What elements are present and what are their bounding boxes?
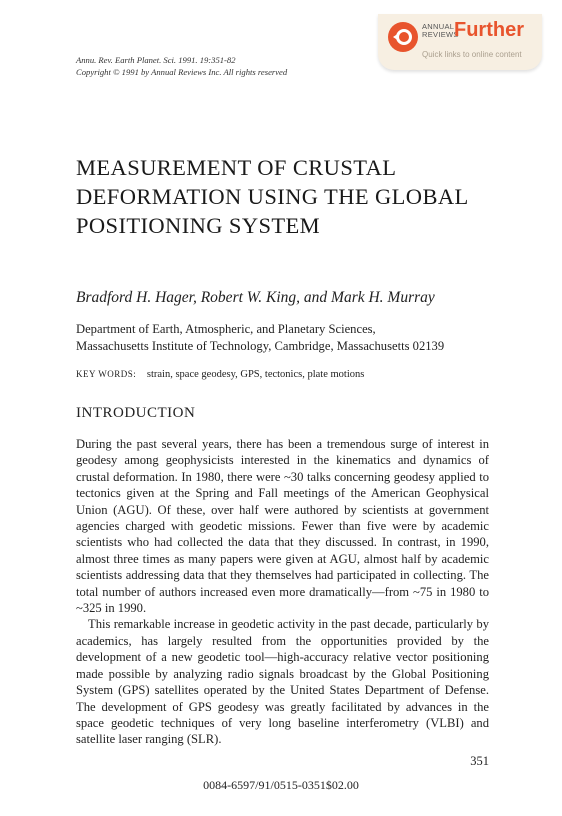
keywords bbox=[76, 369, 364, 380]
journal-citation bbox=[76, 54, 287, 78]
keywords-label: KEY WORDS: bbox=[76, 369, 137, 379]
badge-further-word: Further bbox=[454, 19, 524, 41]
citation-line-1: Annu. Rev. Earth Planet. Sci. 1991. 19:351-82 bbox=[76, 55, 236, 65]
author-affiliation bbox=[76, 321, 444, 355]
further-links-badge[interactable] bbox=[378, 14, 542, 70]
footer-code: 0084-6597/91/0515-0351$02.00 bbox=[203, 778, 359, 792]
annual-reviews-logo-icon bbox=[388, 22, 418, 52]
introduction-body bbox=[76, 436, 489, 748]
affiliation-line-2: Massachusetts Institute of Technology, Cambridge, Massachusetts 02139 bbox=[76, 339, 445, 353]
affiliation-line-1: Department of Earth, Atmospheric, and Planetary Sciences, bbox=[76, 322, 376, 336]
paragraph-1: During the past several years, there has been a tremendous surge of interest in geodesy among geophysicists interested in the kinematics and dynamics of crustal deformation. In 1980, there were ~30 talks concerning geodesy applied to tectonics given at the Spring and Fall meetings of the American Geophysical Union (AGU). Of these, over half were authored by scientists at government agencies charged with geodetic missions. Fewer than five were by academic scientists who had collected the data that they discussed. In contrast, in 1990, almost three times as many papers were given at AGU, almost half by academic scientists addressing data that they themselves had participated in collecting. The total number of authors increased even more dramatically—from ~75 in 1980 to ~325 in 1990. bbox=[76, 437, 489, 616]
page-number: 351 bbox=[470, 754, 489, 768]
keywords-list: strain, space geodesy, GPS, tectonics, plate motions bbox=[146, 369, 365, 380]
badge-subtext: Quick links to online content bbox=[422, 50, 522, 59]
badge-publisher-label: ANNUAL REVIEWS bbox=[422, 22, 459, 39]
section-heading-introduction: INTRODUCTION bbox=[76, 405, 196, 421]
paragraph-2: This remarkable increase in geodetic activity in the past decade, particularly by academics, has largely resulted from the opportunities provided by the development of a new geodetic tool—high-accuracy relative vector positioning made possible by analyzing radio signals broadcast by the Global Positioning System (GPS) satellites operated by the United States Department of Defense. The development of GPS geodesy was greatly facilitated by advances in the space geodetic techniques of very long baseline interferometry (VLBI) and satellite laser ranging (SLR). bbox=[76, 617, 489, 747]
citation-line-2: Copyright © 1991 by Annual Reviews Inc. All rights reserved bbox=[76, 67, 288, 77]
article-authors: Bradford H. Hager, Robert W. King, and Mark H. Murray bbox=[76, 289, 435, 306]
article-title: MEASUREMENT OF CRUSTAL DEFORMATION USING THE GLOBAL POSITIONING SYSTEM bbox=[76, 155, 468, 238]
